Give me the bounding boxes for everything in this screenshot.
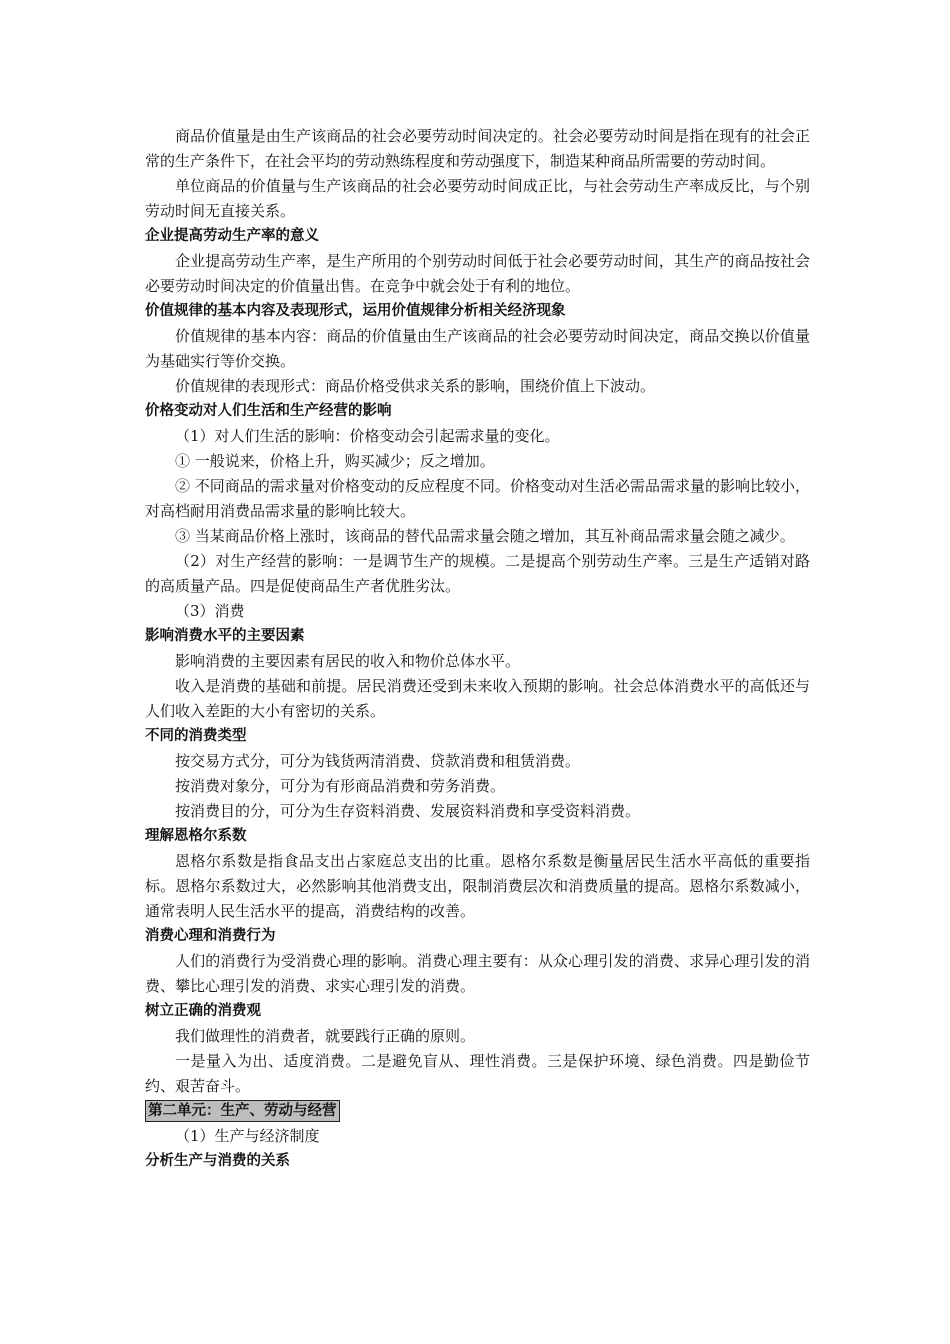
paragraph: 企业提高劳动生产率，是生产所用的个别劳动时间低于社会必要劳动时间，其生产的商品按社会必要劳动时间决定的价值量出售。在竞争中就会处于有利的地位。 [145,252,810,295]
paragraph: 价值规律的基本内容：商品的价值量由生产该商品的社会必要劳动时间决定，商品交换以价值量为基础实行等价交换。 [145,327,810,370]
paragraph: 按交易方式分，可分为钱货两清消费、贷款消费和租赁消费。 [175,752,581,770]
paragraph: 恩格尔系数是指食品支出占家庭总支出的比重。恩格尔系数是衡量居民生活水平高低的重要指标。恩格尔系数过大，必然影响其他消费支出，限制消费层次和消费质量的提高。恩格尔系数减小，通常表明人民生活水平的提高，消费结构的改善。 [145,852,810,920]
unit-heading: 第二单元：生产、劳动与经营 [145,1100,340,1122]
section-heading: 价值规律的基本内容及表现形式，运用价值规律分析相关经济现象 [145,303,566,319]
section-heading: 分析生产与消费的关系 [145,1153,290,1169]
paragraph: 我们做理性的消费者，就要践行正确的原则。 [175,1027,476,1045]
paragraph: ② 不同商品的需求量对价格变动的反应程度不同。价格变动对生活必需品需求量的影响比较小，对高档耐用消费品需求量的影响比较大。 [145,477,810,520]
paragraph: 按消费对象分，可分为有形商品消费和劳务消费。 [175,777,506,795]
section-heading: 树立正确的消费观 [145,1003,261,1019]
section-heading: 企业提高劳动生产率的意义 [145,228,319,244]
section-heading: 不同的消费类型 [145,728,247,744]
paragraph: （3）消费 [175,602,245,620]
paragraph: 一是量入为出、适度消费。二是避免盲从、理性消费。三是保护环境、绿色消费。四是勤俭节约、艰苦奋斗。 [145,1052,810,1095]
paragraph: 商品价值量是由生产该商品的社会必要劳动时间决定的。社会必要劳动时间是指在现有的社会正常的生产条件下，在社会平均的劳动熟练程度和劳动强度下，制造某种商品所需要的劳动时间。 [145,127,810,170]
paragraph: 人们的消费行为受消费心理的影响。消费心理主要有：从众心理引发的消费、求异心理引发的消费、攀比心理引发的消费、求实心理引发的消费。 [145,952,810,995]
document-page [145,124,810,1174]
paragraph: ③ 当某商品价格上涨时，该商品的替代品需求量会随之增加，其互补商品需求量会随之减少。 [175,527,795,545]
paragraph: 影响消费的主要因素有居民的收入和物价总体水平。 [175,652,521,670]
paragraph: （1）生产与经济制度 [175,1127,320,1145]
paragraph: ① 一般说来，价格上升，购买减少；反之增加。 [175,452,495,470]
unit-heading-wrapper [145,1099,810,1124]
paragraph: 收入是消费的基础和前提。居民消费还受到未来收入预期的影响。社会总体消费水平的高低还与人们收入差距的大小有密切的关系。 [145,677,810,720]
section-heading: 理解恩格尔系数 [145,828,247,844]
section-heading: 价格变动对人们生活和生产经营的影响 [145,403,392,419]
paragraph: 按消费目的分，可分为生存资料消费、发展资料消费和享受资料消费。 [175,802,641,820]
paragraph: 价值规律的表现形式：商品价格受供求关系的影响，围绕价值上下波动。 [175,377,656,395]
paragraph: （1）对人们生活的影响：价格变动会引起需求量的变化。 [175,427,560,445]
section-heading: 影响消费水平的主要因素 [145,628,305,644]
section-heading: 消费心理和消费行为 [145,928,276,944]
paragraph: 单位商品的价值量与生产该商品的社会必要劳动时间成正比，与社会劳动生产率成反比，与个别劳动时间无直接关系。 [145,177,810,220]
paragraph: （2）对生产经营的影响：一是调节生产的规模。二是提高个别劳动生产率。三是生产适销对路的高质量产品。四是促使商品生产者优胜劣汰。 [145,552,810,595]
